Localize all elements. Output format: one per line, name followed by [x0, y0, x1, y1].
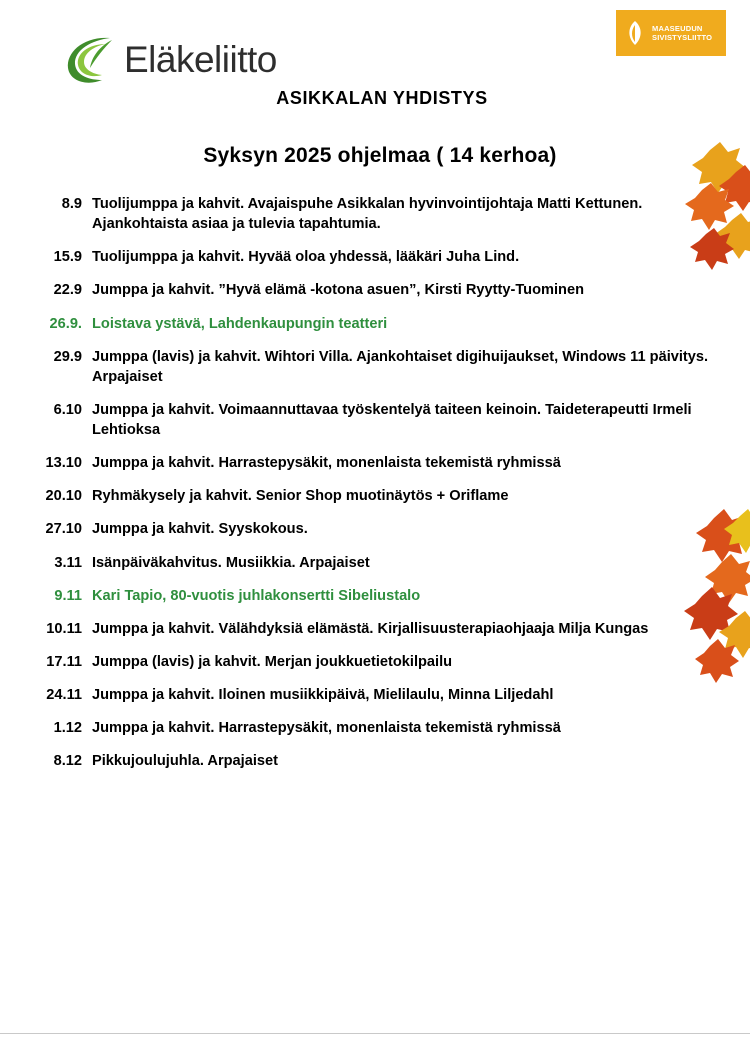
list-item — [18, 652, 720, 672]
entry-date: 1.12 — [53, 720, 82, 737]
entry-date: 13.10 — [45, 455, 82, 472]
entry-description: Jumppa ja kahvit. Välähdyksiä elämästä. Kirjallisuusterapiaohjaaja Milja Kungas — [92, 620, 649, 637]
entry-description: Jumppa ja kahvit. ”Hyvä elämä -kotona asuen”, Kirsti Ryytty-Tuominen — [92, 282, 584, 299]
maaseudun-sivistysliitto-badge — [616, 10, 726, 56]
list-item — [18, 486, 720, 506]
entry-date: 24.11 — [46, 687, 82, 703]
elakeliitto-leaf-logo-icon — [62, 30, 120, 88]
list-item — [18, 553, 720, 573]
list-item — [18, 453, 720, 473]
entry-description: Tuolijumppa ja kahvit. Avajaispuhe Asikkalan hyvinvointijohtaja Matti Kettunen. Ajankohtaista asiaa ja tulevia tapahtumia. — [92, 196, 643, 233]
entry-description: Jumppa (lavis) ja kahvit. Wihtori Villa. Ajankohtaiset digihuijaukset, Windows 11 päivitys. Arpajaiset — [92, 348, 709, 385]
list-item-highlighted — [18, 314, 720, 334]
entry-date: 27.10 — [45, 521, 82, 538]
entry-date: 29.9 — [53, 348, 82, 365]
badge-line-2: SIVISTYSLIITTO — [652, 33, 713, 42]
badge-line-1: MAASEUDUN — [652, 23, 703, 33]
entry-description: Jumppa ja kahvit. Iloinen musiikkipäivä, Mielilaulu, Minna Liljedahl — [92, 687, 554, 703]
entry-description: Isänpäiväkahvitus. Musiikkia. Arpajaiset — [92, 554, 370, 571]
page-title: Syksyn 2025 ohjelmaa ( 14 kerhoa) — [203, 144, 557, 167]
list-item — [18, 519, 720, 539]
entry-date: 8.9 — [61, 196, 82, 212]
entry-date: 17.11 — [46, 653, 82, 670]
maaseudun-sivistysliitto-leaf-icon — [624, 19, 646, 47]
association-title: ASIKKALAN YHDISTYS — [276, 88, 488, 108]
maaseudun-sivistysliitto-badge-text — [652, 24, 712, 43]
list-item — [18, 751, 720, 771]
entry-date: 20.10 — [45, 488, 82, 505]
entry-date: 3.11 — [54, 554, 82, 571]
footer-divider — [0, 1033, 750, 1034]
document-header — [0, 0, 750, 130]
entry-description: Kari Tapio, 80-vuotis juhlakonsertti Sibeliustalo — [92, 587, 421, 604]
entry-date: 9.11 — [54, 587, 82, 604]
list-item — [18, 247, 720, 267]
entry-description: Pikkujoulujuhla. Arpajaiset — [92, 753, 278, 770]
list-item-highlighted — [18, 586, 720, 606]
list-item — [18, 400, 720, 440]
entry-date: 10.11 — [46, 620, 82, 637]
entry-date: 8.12 — [53, 753, 82, 770]
entry-date: 15.9 — [53, 249, 82, 266]
entry-description: Jumppa ja kahvit. Harrastepysäkit, monenlaista tekemistä ryhmissä — [92, 720, 561, 737]
elakeliitto-logo-text: Eläkeliitto — [124, 38, 277, 80]
entry-description: Jumppa ja kahvit. Harrastepysäkit, monenlaista tekemistä ryhmissä — [92, 455, 561, 472]
list-item — [18, 280, 720, 300]
list-item — [18, 619, 720, 639]
list-item — [18, 347, 720, 387]
entry-description: Jumppa (lavis) ja kahvit. Merjan joukkuetietokilpailu — [92, 653, 453, 670]
list-item — [18, 685, 720, 705]
entry-date: 22.9 — [53, 282, 82, 299]
entry-description: Ryhmäkysely ja kahvit. Senior Shop muotinäytös + Oriflame — [92, 488, 509, 505]
list-item — [18, 718, 720, 738]
entry-description: Jumppa ja kahvit. Syyskokous. — [92, 521, 308, 538]
list-item — [18, 194, 720, 234]
entry-description: Loistava ystävä, Lahdenkaupungin teatteri — [92, 315, 388, 332]
entry-description: Tuolijumppa ja kahvit. Hyvää oloa yhdessä, lääkäri Juha Lind. — [92, 249, 520, 266]
elakeliitto-logo — [62, 30, 277, 88]
program-list — [0, 194, 750, 771]
entry-date: 6.10 — [53, 401, 82, 418]
entry-description: Jumppa ja kahvit. Voimaannuttavaa työskentelyä taiteen keinoin. Taideterapeutti Irmeli Lehtioksa — [92, 401, 692, 438]
entry-date: 26.9. — [49, 315, 82, 332]
